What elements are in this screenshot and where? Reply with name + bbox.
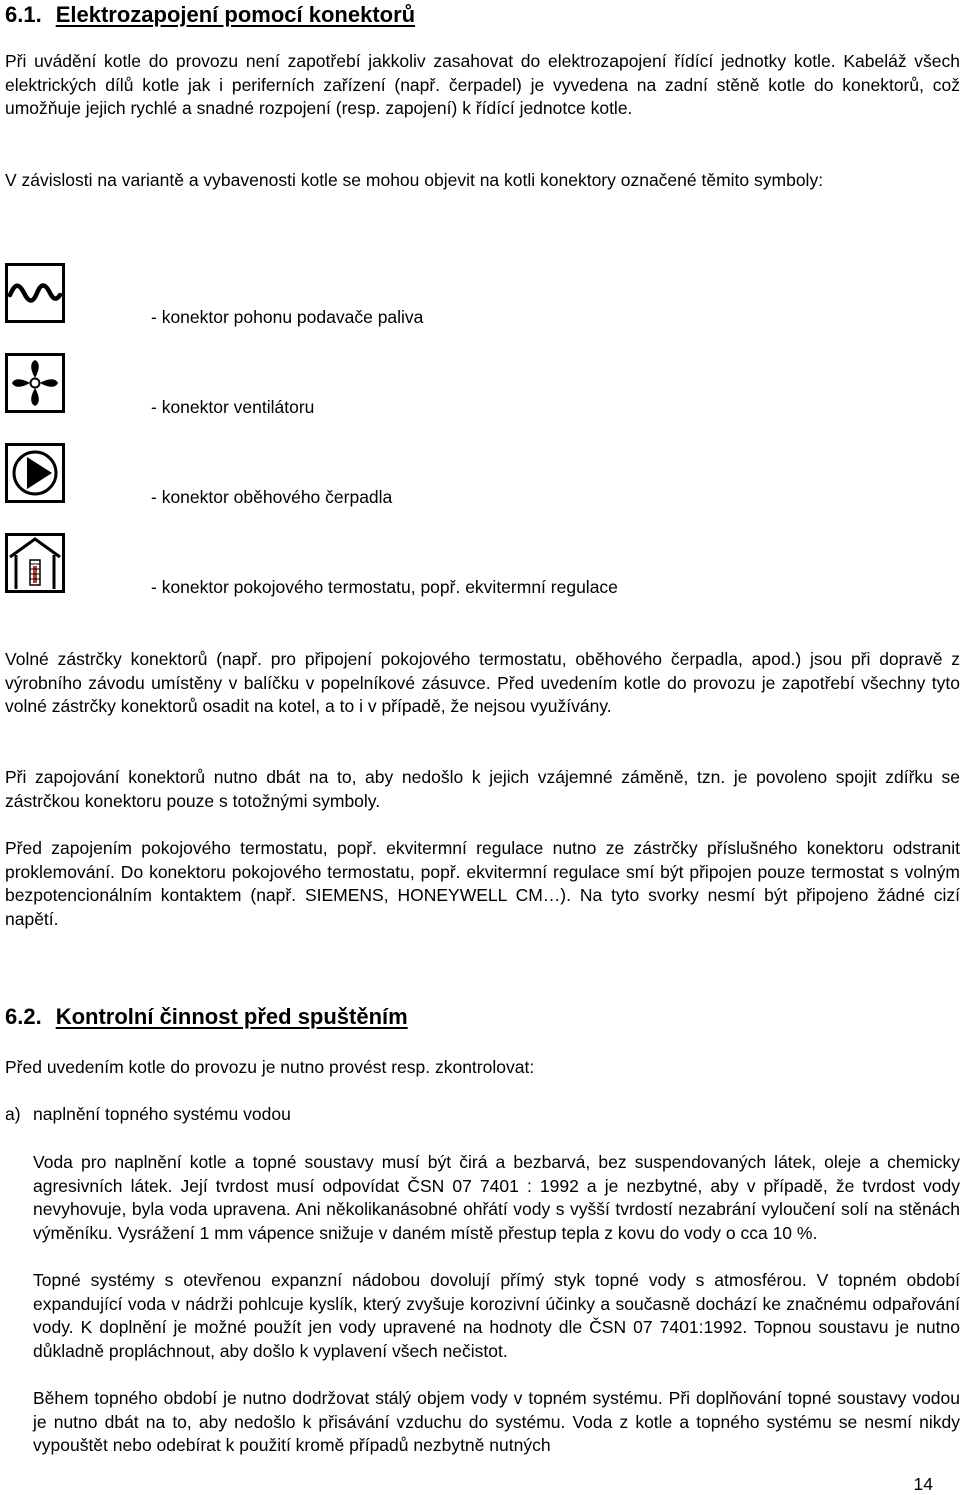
section-heading-6-2 (5, 1004, 408, 1030)
connecting-paragraph: Při zapojování konektorů nutno dbát na to, aby nedošlo k jejich vzájemné záměně, tzn. je povoleno spojit zdířku se zástrčkou konektoru pouze s totožnými symboly. (5, 767, 960, 811)
section-number: 6.2. (5, 1004, 42, 1029)
section-title: Elektrozapojení pomocí konektorů (55, 2, 416, 27)
intro-paragraph: Při uvádění kotle do provozu není zapotřebí jakkoliv zasahovat do elektrozapojení řídící jednotky kotle. Kabeláž všech elektrických dílů kotle jak i periferních zařízení (např. čerpadel) je vyvedena na zadní stěně kotle do konektorů, což umožňuje jejich rychlé a snadné rozpojení (resp. zapojení) k řídící jednotce kotle. (5, 51, 960, 119)
symbol-label-feeder: - konektor pohonu podavače paliva (151, 307, 424, 327)
list-item-a-marker: a) (5, 1104, 21, 1124)
item-a-paragraph-3: Během topného období je nutno dodržovat stálý objem vody v topném systému. Při doplňování topné soustavy vodou je nutno dbát na to, aby nedošlo k přisávání vzduchu do systému. Voda z kotle a topného systému se nesmí nikdy vypouštět nebo odebírat k použití kromě případů nezbytně nutných (33, 1388, 960, 1456)
section-heading-6-1 (5, 2, 415, 28)
symbol-label-fan: - konektor ventilátoru (151, 397, 315, 417)
symbol-label-thermostat: - konektor pokojového termostatu, popř. ekvitermní regulace (151, 577, 618, 597)
fan-icon (5, 353, 65, 413)
list-item-a-title: naplnění topného systému vodou (33, 1104, 291, 1124)
free-plugs-paragraph: Volné zástrčky konektorů (např. pro připojení pokojového termostatu, oběhového čerpadla, apod.) jsou při dopravě z výrobního závodu umístěny v balíčku v popelníkové zásuvce. Před uvedením kotle do provozu je zapotřebí všechny tyto volné zástrčky konektorů osadit na kotel, a to i v případě, že nejsou využívány. (5, 649, 960, 717)
item-a-paragraph-1: Voda pro naplnění kotle a topné soustavy musí být čirá a bezbarvá, bez suspendovaných látek, oleje a chemicky agresivních látek. Její tvrdost musí odpovídat ČSN 07 7401 : 1992 a je nezbytné, aby v případě, že tvrdost vody nevyhovuje, byla voda upravena. Ani několikanásobné ohřátí vody s vyšší tvrdostí nezabrání vyloučení solí na stěnách výměníku. Vysrážení 1 mm vápence snižuje v daném místě přestup tepla z kovu do vody o cca 10 %. (33, 1152, 960, 1243)
section-number: 6.1. (5, 2, 42, 27)
item-a-paragraph-2: Topné systémy s otevřenou expanzní nádobou dovolují přímý styk topné vody s atmosférou. V topném období expandující voda v nádrži pohlcuje kyslík, který zvyšuje korozivní účinky a současně dochází ke značnému odpařování vody. K doplnění je možné použít jen vody upravené na hodnoty dle ČSN 07 7401:1992. Topnou soustavu je nutno důkladně propláchnout, aby došlo k vyplavení všech nečistot. (33, 1270, 960, 1361)
symbol-label-pump: - konektor oběhového čerpadla (151, 487, 393, 507)
house-thermometer-icon (5, 533, 65, 593)
page-number: 14 (913, 1474, 933, 1494)
check-intro: Před uvedením kotle do provozu je nutno provést resp. zkontrolovat: (5, 1057, 535, 1077)
thermostat-paragraph: Před zapojením pokojového termostatu, popř. ekvitermní regulace nutno ze zástrčky příslušného konektoru odstranit proklemování. Do konektoru pokojového termostatu, popř. ekvitermní regulace smí být připojen pouze termostat s volným bezpotencionálním kontaktem (např. SIEMENS, HONEYWELL CM…). Na tyto svorky nesmí být připojeno žádné cizí napětí. (5, 838, 960, 929)
section-title: Kontrolní činnost před spuštěním (55, 1004, 408, 1029)
pump-icon (5, 443, 65, 503)
wave-icon (5, 263, 65, 323)
variant-paragraph: V závislosti na variantě a vybavenosti kotle se mohou objevit na kotli konektory označené těmito symboly: (5, 170, 824, 190)
